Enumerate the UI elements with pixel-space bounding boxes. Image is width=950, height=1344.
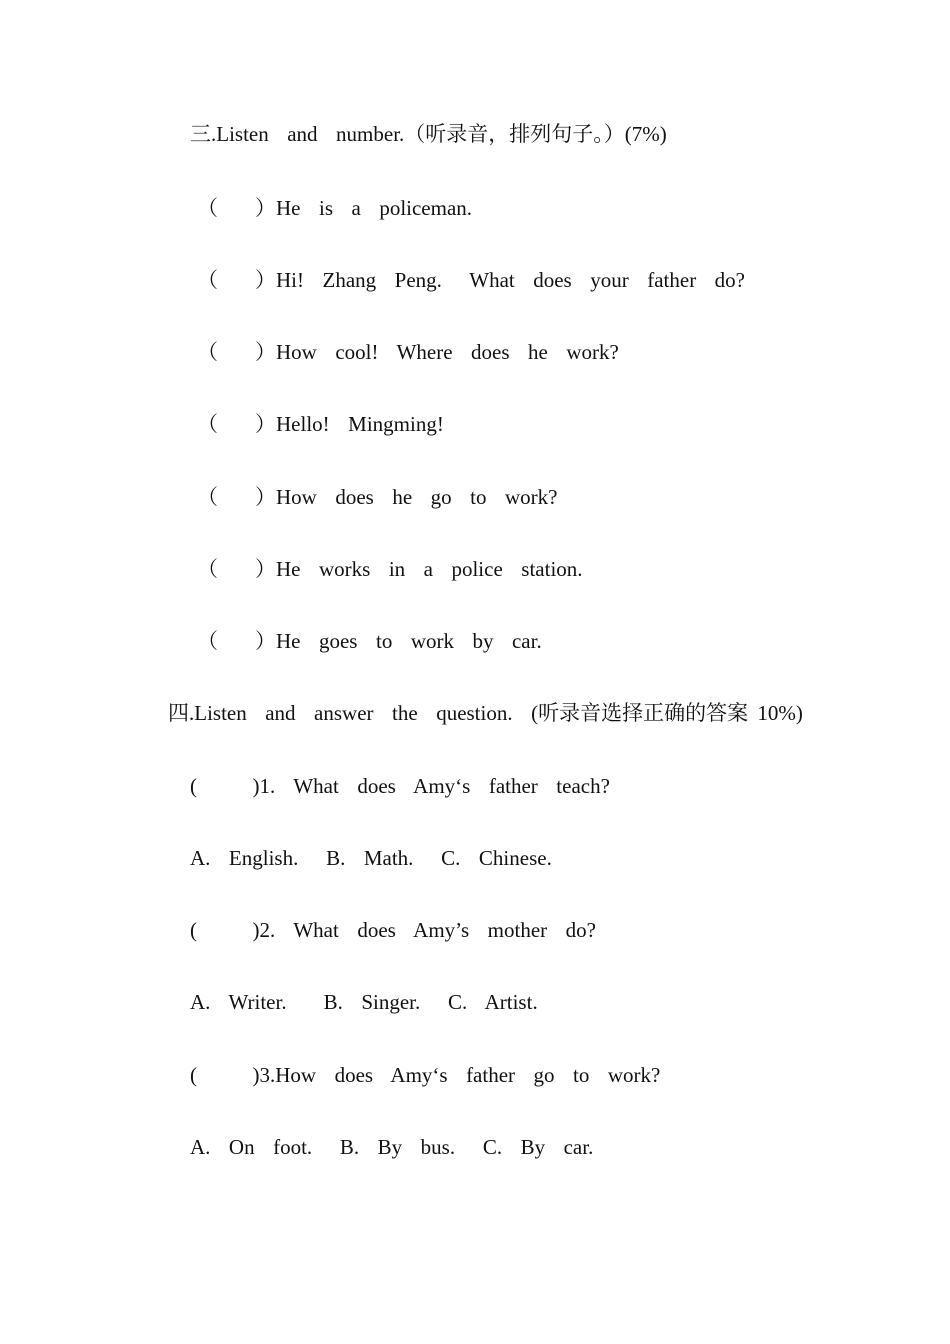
ordering-item-5: （ ）How does he go to work?: [197, 485, 558, 509]
question-3-options: A. On foot. B. By bus. C. By car.: [190, 1135, 594, 1159]
section-4-title: 四.Listen and answer the question. (听录音选择正确的答案 10%): [168, 701, 803, 725]
question-1: ( )1. What does Amy‘s father teach?: [190, 774, 610, 798]
ordering-item-2: （ ）Hi! Zhang Peng. What does your father do?: [197, 268, 746, 292]
question-1-options: A. English. B. Math. C. Chinese.: [190, 846, 552, 870]
ordering-item-3: （ ）How cool! Where does he work?: [197, 340, 619, 364]
section-3-title: 三.Listen and number.（听录音，排列句子。）(7%): [190, 122, 667, 146]
question-2-options: A. Writer. B. Singer. C. Artist.: [190, 990, 538, 1014]
ordering-item-4: （ ）Hello! Mingming!: [197, 412, 444, 436]
question-3: ( )3.How does Amy‘s father go to work?: [190, 1063, 661, 1087]
ordering-item-6: （ ）He works in a police station.: [197, 557, 583, 581]
ordering-item-1: （ ）He is a policeman.: [197, 196, 473, 220]
question-2: ( )2. What does Amy’s mother do?: [190, 918, 596, 942]
ordering-item-7: （ ）He goes to work by car.: [197, 629, 542, 653]
